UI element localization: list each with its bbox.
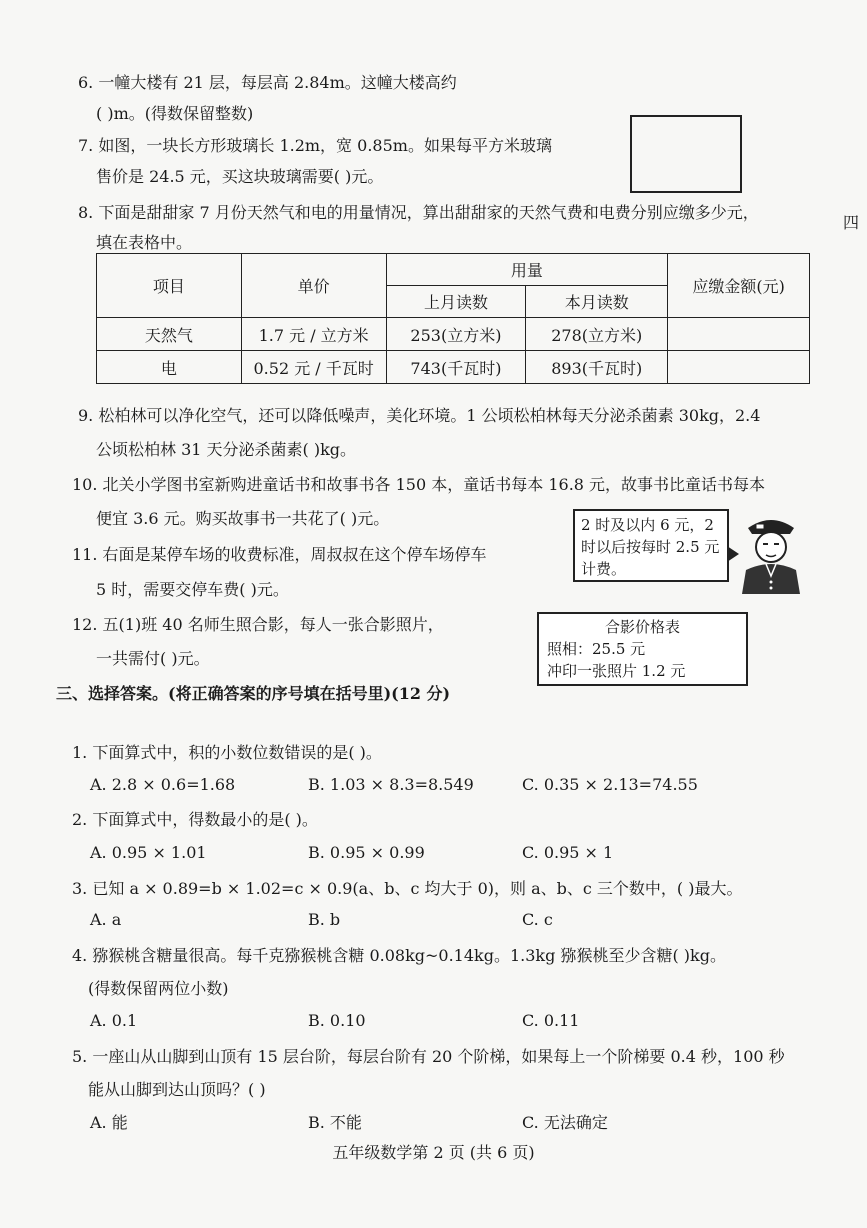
header-last-reading: 上月读数 [386, 286, 526, 318]
choice4-b: B. 0.10 [308, 1011, 366, 1030]
q7-line1: 7. 如图，一块长方形玻璃长 1.2m，宽 0.85m。如果每平方米玻璃 [78, 136, 552, 155]
row-last: 743(千瓦时) [386, 351, 526, 384]
header-amount: 应缴金额(元) [668, 254, 810, 318]
row-item: 天然气 [97, 318, 242, 351]
section3-title: 三、选择答案。(将正确答案的序号填在括号里)(12 分) [56, 684, 451, 703]
choice4-stem: 4. 猕猴桃含糖量很高。每千克猕猴桃含糖 0.08kg~0.14kg。1.3kg 猕猴桃至少含糖( )kg。 [72, 946, 726, 965]
parking-attendant-icon [736, 514, 806, 594]
margin-fragment: 四 [843, 213, 860, 232]
table-row [97, 351, 810, 384]
parking-fee-bubble: 2 时及以内 6 元，2 时以后按每时 2.5 元计费。 [573, 509, 729, 582]
choice3-stem: 3. 已知 a × 0.89=b × 1.02=c × 0.9(a、b、c 均大于 0)，则 a、b、c 三个数中，( )最大。 [72, 879, 743, 898]
header-item: 项目 [97, 254, 242, 318]
q7-line2: 售价是 24.5 元，买这块玻璃需要( )元。 [96, 167, 384, 186]
row-last: 253(立方米) [386, 318, 526, 351]
choice2-c: C. 0.95 × 1 [522, 843, 614, 862]
header-this-reading: 本月读数 [526, 286, 668, 318]
choice5-stem: 5. 一座山从山脚到山顶有 15 层台阶，每层台阶有 20 个阶梯，如果每上一个阶梯要 0.4 秒，100 秒 [72, 1047, 785, 1066]
choice4-stem2: (得数保留两位小数) [88, 979, 229, 998]
choice3-a: A. a [90, 910, 122, 929]
q12-line1: 12. 五(1)班 40 名师生照合影，每人一张合影照片， [72, 615, 444, 634]
choice1-stem: 1. 下面算式中，积的小数位数错误的是( )。 [72, 743, 382, 762]
choice2-a: A. 0.95 × 1.01 [90, 843, 207, 862]
page-footer: 五年级数学第 2 页 (共 6 页) [332, 1143, 535, 1162]
row-item: 电 [97, 351, 242, 384]
choice4-c: C. 0.11 [522, 1011, 580, 1030]
choice2-stem: 2. 下面算式中，得数最小的是( )。 [72, 810, 318, 829]
glass-rectangle-figure [630, 115, 742, 193]
row-price: 1.7 元 / 立方米 [241, 318, 386, 351]
row-this: 278(立方米) [526, 318, 668, 351]
q10-line2: 便宜 3.6 元。购买故事书一共花了( )元。 [96, 509, 390, 528]
choice1-a: A. 2.8 × 0.6=1.68 [90, 775, 236, 794]
row-amount-blank[interactable] [668, 318, 810, 351]
choice1-b: B. 1.03 × 8.3=8.549 [308, 775, 474, 794]
q8-line2: 填在表格中。 [96, 233, 193, 252]
q12-line2: 一共需付( )元。 [96, 649, 210, 668]
q6-line1: 6. 一幢大楼有 21 层，每层高 2.84m。这幢大楼高约 [78, 73, 457, 92]
choice3-c: C. c [522, 910, 553, 929]
row-amount-blank[interactable] [668, 351, 810, 384]
q11-line2: 5 时，需要交停车费( )元。 [96, 580, 289, 599]
choice5-a: A. 能 [90, 1113, 128, 1132]
q11-line1: 11. 右面是某停车场的收费标准，周叔叔在这个停车场停车 [72, 545, 487, 564]
choice5-c: C. 无法确定 [522, 1113, 608, 1132]
choice1-c: C. 0.35 × 2.13=74.55 [522, 775, 698, 794]
header-usage: 用量 [386, 254, 668, 286]
row-price: 0.52 元 / 千瓦时 [241, 351, 386, 384]
price-box-line1: 照相：25.5 元 [547, 640, 646, 658]
photo-price-box [537, 612, 748, 686]
price-box-line2: 冲印一张照片 1.2 元 [547, 662, 686, 680]
choice5-b: B. 不能 [308, 1113, 362, 1132]
q9-line2: 公顷松柏林 31 天分泌杀菌素( )kg。 [96, 440, 357, 459]
choice2-b: B. 0.95 × 0.99 [308, 843, 425, 862]
q8-line1: 8. 下面是甜甜家 7 月份天然气和电的用量情况，算出甜甜家的天然气费和电费分别应缴多少元， [78, 203, 759, 222]
choice5-stem2: 能从山脚到达山顶吗？( ) [88, 1080, 266, 1099]
q10-line1: 10. 北关小学图书室新购进童话书和故事书各 150 本，童话书每本 16.8 元，故事书比童话书每本 [72, 475, 766, 494]
header-price: 单价 [241, 254, 386, 318]
usage-table [96, 253, 810, 384]
q9-line1: 9. 松柏林可以净化空气，还可以降低噪声，美化环境。1 公顷松柏林每天分泌杀菌素 30kg，2.4 [78, 406, 761, 425]
table-row [97, 318, 810, 351]
q6-line2: ( )m。(得数保留整数) [96, 104, 254, 123]
price-box-title: 合影价格表 [604, 618, 680, 636]
row-this: 893(千瓦时) [526, 351, 668, 384]
choice4-a: A. 0.1 [90, 1011, 138, 1030]
choice3-b: B. b [308, 910, 341, 929]
